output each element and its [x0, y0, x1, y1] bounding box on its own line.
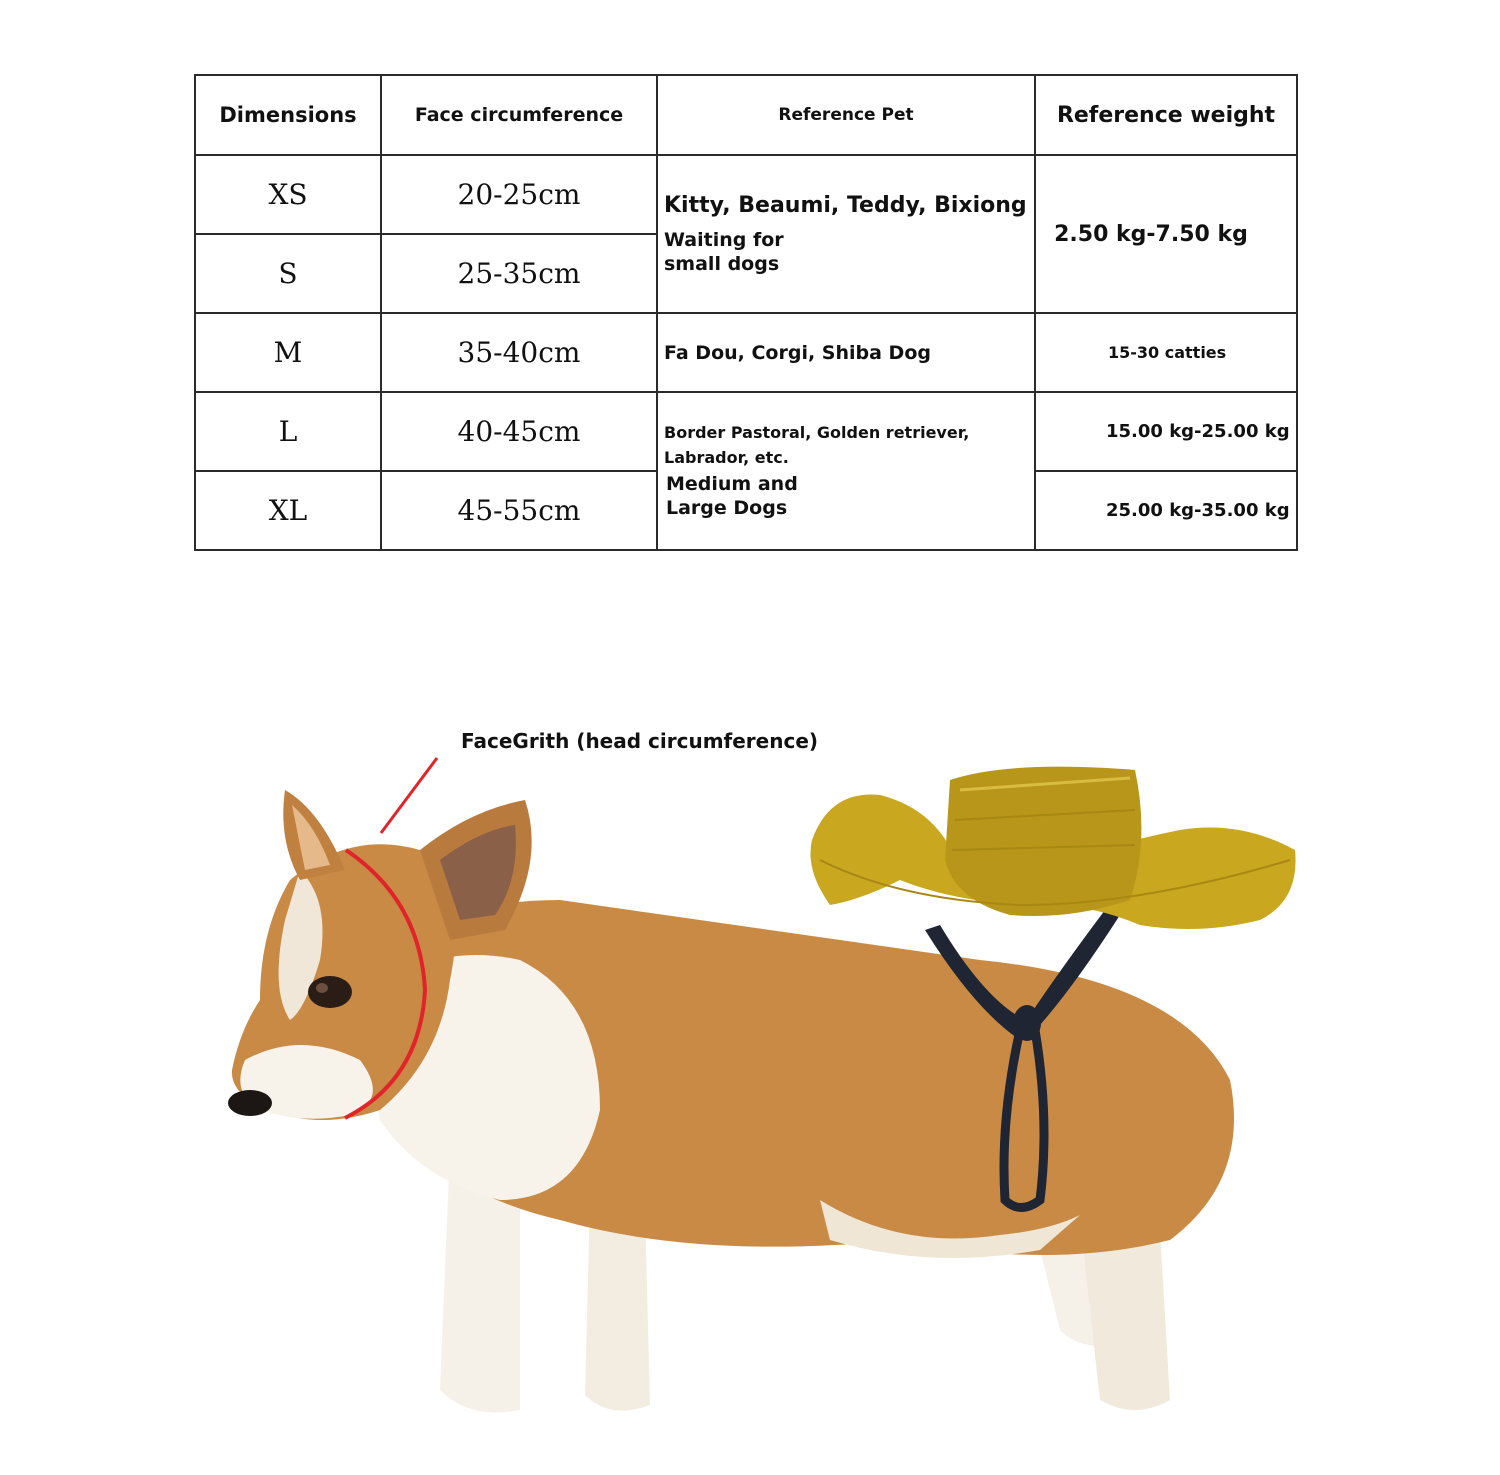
pet-large-line2: Large Dogs: [666, 497, 788, 519]
weight-xl: 25.00 kg-35.00 kg: [1035, 471, 1297, 550]
label-pointer-line: [381, 758, 437, 833]
face-xl: 45-55cm: [381, 471, 657, 550]
size-xs: XS: [195, 155, 381, 234]
header-reference-weight: Reference weight: [1035, 75, 1297, 155]
header-dimensions: Dimensions: [195, 75, 381, 155]
pet-small-line2: small dogs: [664, 252, 780, 275]
face-s: 25-35cm: [381, 234, 657, 313]
face-xs: 20-25cm: [381, 155, 657, 234]
size-s: S: [195, 234, 381, 313]
face-l: 40-45cm: [381, 392, 657, 471]
weight-xs-s: 2.50 kg-7.50 kg: [1035, 155, 1297, 313]
pet-large-names-2: Labrador, etc.: [664, 448, 789, 467]
weight-m: 15-30 catties: [1035, 313, 1297, 392]
weight-l: 15.00 kg-25.00 kg: [1035, 392, 1297, 471]
size-l: L: [195, 392, 381, 471]
size-xl: XL: [195, 471, 381, 550]
pet-small-names: Kitty, Beaumi, Teddy, Bixiong: [664, 192, 1027, 218]
header-reference-pet: Reference Pet: [657, 75, 1035, 155]
pet-large-names-1: Border Pastoral, Golden retriever,: [664, 423, 970, 442]
face-m: 35-40cm: [381, 313, 657, 392]
size-m: M: [195, 313, 381, 392]
pet-small-line1: Waiting for: [664, 228, 784, 251]
header-face-circumference: Face circumference: [381, 75, 657, 155]
pet-large-line1: Medium and: [666, 473, 798, 495]
pet-medium: Fa Dou, Corgi, Shiba Dog: [657, 313, 1035, 392]
facegirth-label: FaceGrith (head circumference): [461, 729, 819, 753]
